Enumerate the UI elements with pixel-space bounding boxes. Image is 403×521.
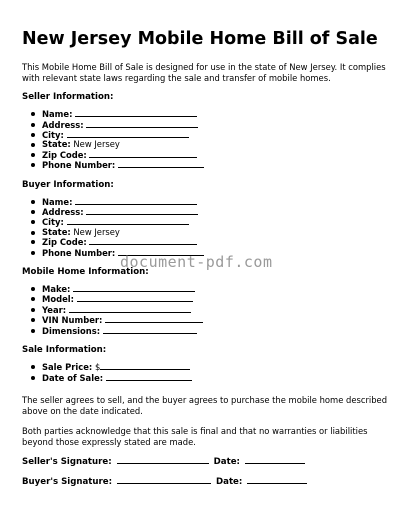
buyer-zip-field[interactable]: Zip Code: bbox=[42, 237, 392, 247]
buyer-fields bbox=[22, 197, 392, 258]
home-dimensions-blank[interactable] bbox=[103, 326, 197, 334]
buyer-name-blank[interactable] bbox=[75, 197, 197, 205]
seller-zip-field[interactable]: Zip Code: bbox=[42, 150, 392, 160]
seller-phone-field[interactable]: Phone Number: bbox=[42, 160, 392, 170]
seller-city-blank[interactable] bbox=[67, 130, 189, 138]
buyer-zip-blank[interactable] bbox=[89, 237, 197, 245]
sale-date-blank[interactable] bbox=[106, 373, 192, 381]
buyer-signature-blank[interactable] bbox=[117, 476, 211, 484]
buyer-city-blank[interactable] bbox=[67, 217, 189, 225]
document-title: New Jersey Mobile Home Bill of Sale bbox=[22, 29, 378, 49]
buyer-state-field: State: New Jersey bbox=[42, 228, 392, 237]
seller-phone-blank[interactable] bbox=[118, 160, 204, 168]
home-dimensions-field[interactable]: Dimensions: bbox=[42, 326, 392, 336]
sale-fields bbox=[22, 362, 392, 383]
buyer-section-heading: Buyer Information: bbox=[22, 179, 114, 190]
seller-signature-line[interactable]: Seller's Signature: Date: bbox=[22, 456, 392, 468]
seller-address-blank[interactable] bbox=[86, 120, 198, 128]
sale-date-field[interactable]: Date of Sale: bbox=[42, 373, 392, 383]
seller-name-blank[interactable] bbox=[75, 109, 197, 117]
seller-address-field[interactable]: Address: bbox=[42, 120, 392, 130]
buyer-phone-field[interactable]: Phone Number: bbox=[42, 248, 392, 258]
seller-state-field: State: New Jersey bbox=[42, 140, 392, 149]
buyer-address-field[interactable]: Address: bbox=[42, 207, 392, 217]
mobile-home-fields bbox=[22, 284, 392, 336]
home-vin-field[interactable]: VIN Number: bbox=[42, 315, 392, 325]
seller-fields bbox=[22, 109, 392, 170]
seller-state-value: New Jersey bbox=[73, 139, 120, 150]
buyer-city-field[interactable]: City: bbox=[42, 217, 392, 227]
buyer-date-blank[interactable] bbox=[247, 476, 307, 484]
intro-paragraph: This Mobile Home Bill of Sale is designed for use in the state of New Jersey. It complies with relevant state laws regarding the sale and transfer of mobile homes. bbox=[22, 62, 386, 83]
agreement-paragraph: The seller agrees to sell, and the buyer agrees to purchase the mobile home described above on the date indicated. bbox=[22, 394, 388, 416]
home-make-field[interactable]: Make: bbox=[42, 284, 392, 294]
sale-section-heading: Sale Information: bbox=[22, 345, 107, 356]
buyer-name-field[interactable]: Name: bbox=[42, 197, 392, 207]
seller-section-heading: Seller Information: bbox=[22, 92, 114, 103]
seller-name-field[interactable]: Name: bbox=[42, 109, 392, 119]
buyer-address-blank[interactable] bbox=[86, 207, 198, 215]
mobile-home-section-heading: Mobile Home Information: bbox=[22, 267, 149, 278]
seller-zip-blank[interactable] bbox=[89, 150, 197, 158]
sale-price-field[interactable]: Sale Price: $ bbox=[42, 362, 392, 372]
home-make-blank[interactable] bbox=[73, 284, 195, 292]
buyer-signature-line[interactable]: Buyer's Signature: Date: bbox=[22, 476, 392, 488]
seller-date-blank[interactable] bbox=[245, 456, 305, 464]
home-year-blank[interactable] bbox=[69, 305, 191, 313]
home-model-field[interactable]: Model: bbox=[42, 294, 392, 304]
home-model-blank[interactable] bbox=[77, 294, 193, 302]
watermark: document-pdf.com bbox=[120, 253, 273, 271]
acknowledgment-paragraph: Both parties acknowledge that this sale is final and that no warranties or liabilities beyond those expressly stated are made. bbox=[22, 426, 368, 447]
buyer-state-value: New Jersey bbox=[73, 226, 120, 237]
home-vin-blank[interactable] bbox=[105, 315, 203, 323]
sale-price-blank[interactable] bbox=[100, 362, 190, 370]
currency-symbol: $ bbox=[94, 362, 101, 373]
seller-signature-blank[interactable] bbox=[117, 456, 209, 464]
seller-city-field[interactable]: City: bbox=[42, 130, 392, 140]
home-year-field[interactable]: Year: bbox=[42, 305, 392, 315]
